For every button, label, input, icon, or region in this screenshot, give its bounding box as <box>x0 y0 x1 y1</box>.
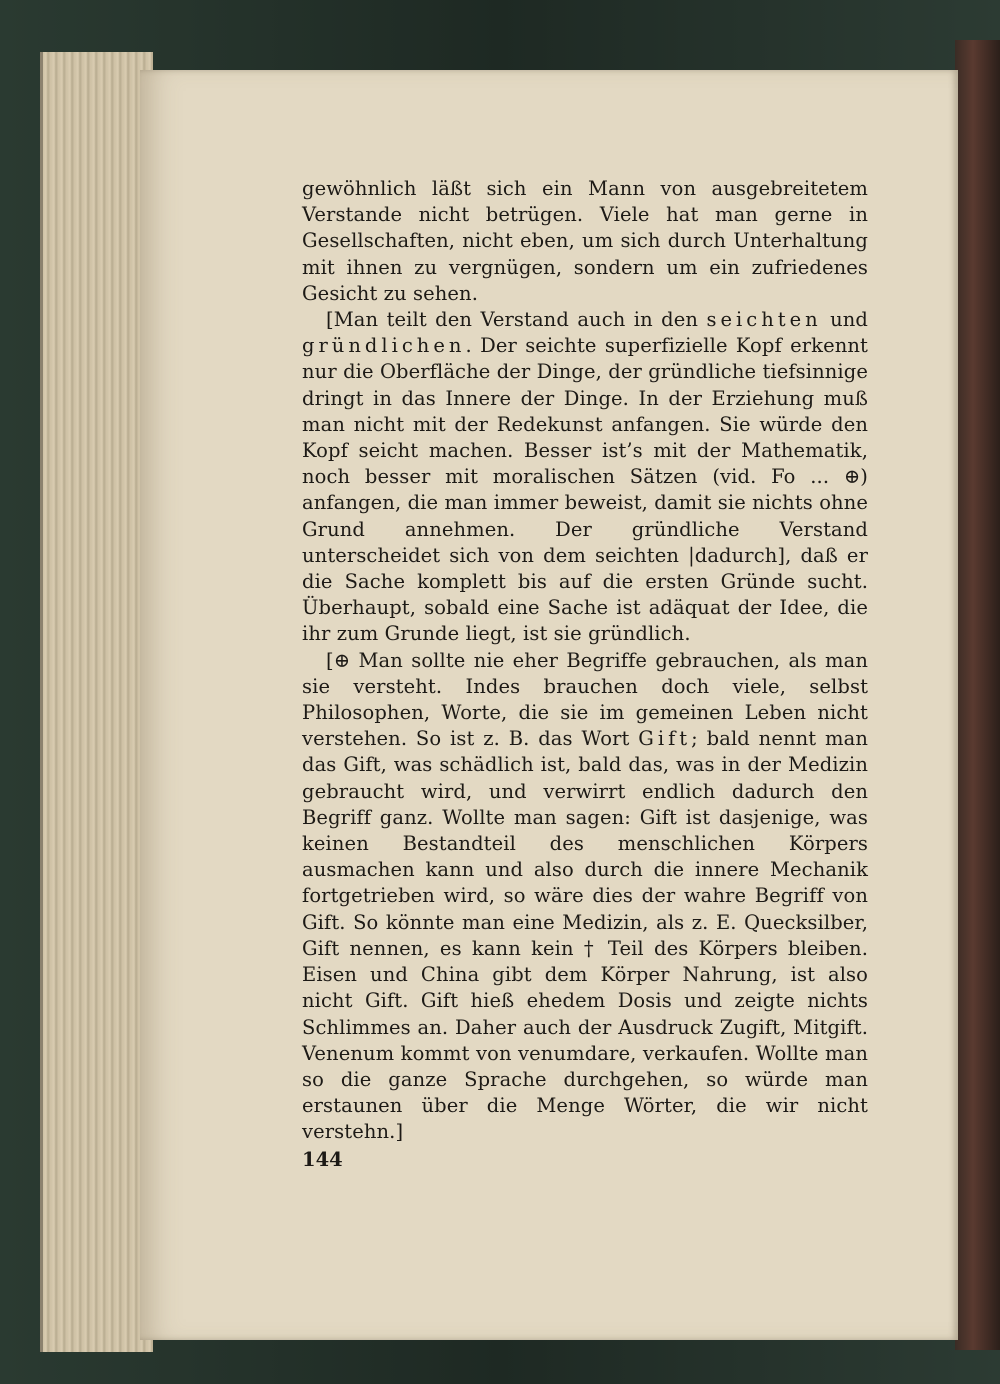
emphasis-gift: Gift <box>638 727 692 751</box>
page-edges <box>40 52 153 1352</box>
book-cover-edge <box>955 40 1000 1350</box>
emphasis-seichten: seichten <box>706 308 822 332</box>
paragraph-2-text-b: und <box>821 308 868 332</box>
paragraph-1-text: gewöhnlich läßt sich ein Mann von ausgebreitetem Verstande nicht betrügen. Viele hat man gerne in Gesellschaften, nicht eben, um sich durch Unterhaltung mit ihnen zu vergnügen, sondern um ein zufriedenes Gesicht zu sehen. <box>302 177 868 305</box>
paragraph-3-text-b: ; bald nennt man das Gift, was schädlich ist, bald das, was in der Medizin gebraucht wird, und verwirrt endlich dadurch den Begriff ganz. Wollte man sagen: Gift ist dasjenige, was keinen Bestandteil des menschlichen Körpers ausmachen kann und also durch die innere Mechanik fortgetrieben wird, so wäre dies der wahre Begriff von Gift. So könnte man eine Medizin, als z. E. Quecksilber, Gift nennen, es kann kein † Teil des Körpers bleiben. Eisen und China gibt dem Körper Nahrung, ist also nicht Gift. Gift hieß ehedem Dosis und zeigte nichts Schlimmes an. Daher auch der Ausdruck Zugift, Mitgift. Venenum kommt von venumdare, verkaufen. Wollte man so die ganze Sprache durchgehen, so würde man erstaunen über die Menge Wörter, die wir nicht verstehn.] <box>302 727 869 1144</box>
page-number: 144 <box>302 1148 343 1171</box>
paragraph-2 <box>302 307 868 648</box>
paragraph-3-text-a: [⊕ Man sollte nie eher Begriffe gebrauchen, als man sie versteht. Indes brauchen doch viele, selbst Philosophen, Worte, die sie im gemeinen Leben nicht verstehen. So ist z. B. das Wort <box>302 648 868 751</box>
paragraph-3 <box>302 648 868 1146</box>
emphasis-gruendlichen: gründlichen <box>302 334 466 358</box>
paragraph-2-text-a: [Man teilt den Verstand auch in den <box>326 308 707 332</box>
paragraph-2-text-c: . Der seichte superfizielle Kopf erkennt nur die Oberfläche der Dinge, der gründliche tiefsinnige dringt in das Innere der Dinge. In der Erziehung muß man nicht mit der Redekunst anfangen. Sie würde den Kopf seicht machen. Besser ist’s mit der Mathematik, noch besser mit moralischen Sätzen (vid. Fo ... ⊕) anfangen, die man immer beweist, damit sie nichts ohne Grund annehmen. Der gründliche Verstand unterscheidet sich von dem seichten |dadurch], daß er die Sache komplett bis auf die ersten Gründe sucht. Überhaupt, sobald eine Sache ist adäquat der Idee, die ihr zum Grunde liegt, ist sie gründlich. <box>302 334 868 646</box>
page-text <box>302 176 868 1146</box>
paragraph-1 <box>302 176 868 307</box>
